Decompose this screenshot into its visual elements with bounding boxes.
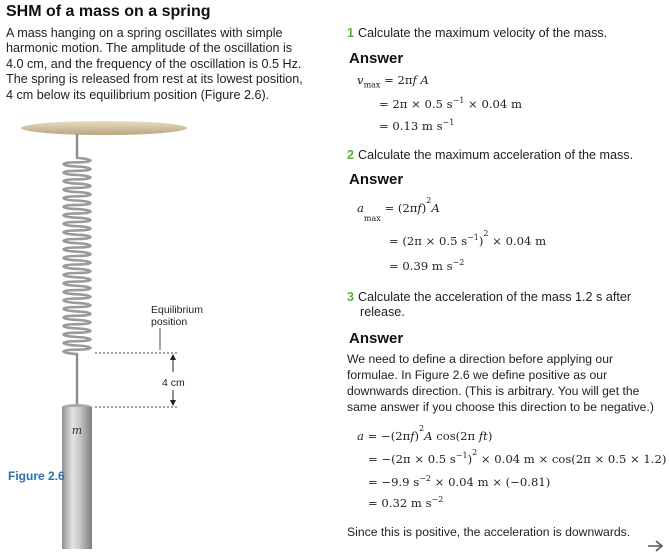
page-title: SHM of a mass on a spring [6,3,211,20]
question-text: release. [360,305,405,319]
intro-line: 4 cm below its equilibrium position (Figure 2.6). [6,87,270,102]
explanation-line: formulae. In Figure 2.6 we define positive as our [347,368,608,382]
intro-line: harmonic motion. The amplitude of the oscillation is [6,41,293,56]
intro-line: The spring is released from rest at its lowest position, [6,72,303,87]
equilibrium-label-line2: position [151,316,188,328]
distance-label: 4 cm [162,377,185,389]
explanation-line: downwards direction. (This is arbitrary. You will get the [347,384,640,398]
explanation-line: We need to define a direction before applying our [347,352,614,366]
equation-result: = 0.32 m $s^{-2}$ [368,495,444,510]
intro-line: A mass hanging on a spring oscillates with simple [6,26,283,40]
question-number: 2 [347,148,355,162]
equation-vmax: $v_{max} = 2\pi f$ A [357,73,429,90]
explanation-line: same answer if you choose this direction to be negative.) [347,400,654,414]
equation-amax: $a_{max} = (2\pi f)^2A$ [357,196,440,224]
answer-heading: Answer [349,50,404,67]
question-text: Calculate the maximum acceleration of the mass. [358,148,634,162]
question-3 [347,290,631,320]
answer-heading: Answer [349,330,404,347]
explanation-paragraph [347,351,654,415]
intro-paragraph [6,26,326,103]
question-1 [347,26,607,41]
mass-label: m [71,424,83,437]
equation-line: = (2π × 0.5 $s^{-1})^2 \times 0.04$ m [389,229,547,248]
equation-a: $a = -(2\pi f)^2A$ cos(2π ft) [357,424,493,443]
spring-figure [0,110,330,550]
question-text: Calculate the maximum velocity of the mass. [358,26,608,40]
question-text: Calculate the acceleration of the mass 1.2 s after [358,290,632,304]
question-number: 3 [347,290,355,304]
spring [64,134,91,404]
ceiling-support [21,121,187,135]
conclusion-text: Since this is positive, the acceleration is downwards. [347,525,631,539]
equilibrium-label-line1: Equilibrium [151,304,203,316]
next-arrow-icon[interactable] [647,539,665,553]
question-number: 1 [347,26,355,40]
equation-line: = −9.9 $s^{-2} \times 0.04$ m × (−0.81) [368,474,551,489]
question-2 [347,148,633,163]
answer-heading: Answer [349,171,404,188]
equation-line: = −(2π × 0.5 $s^{-1})^2 \times 0.04$ m × cos(2π × 0.5 × 1.2) [368,448,667,466]
equation-result: = 0.13 m $s^{-1}$ [379,118,455,133]
equation-result: = 0.39 m $s^{-2}$ [389,258,465,273]
intro-line: 4.0 cm, and the frequency of the oscillation is 0.5 Hz. [6,56,302,71]
figure-caption: Figure 2.6 [8,469,65,483]
equation-line: = 2π × 0.5 $s^{-1} \times 0.04$ m [379,96,522,111]
